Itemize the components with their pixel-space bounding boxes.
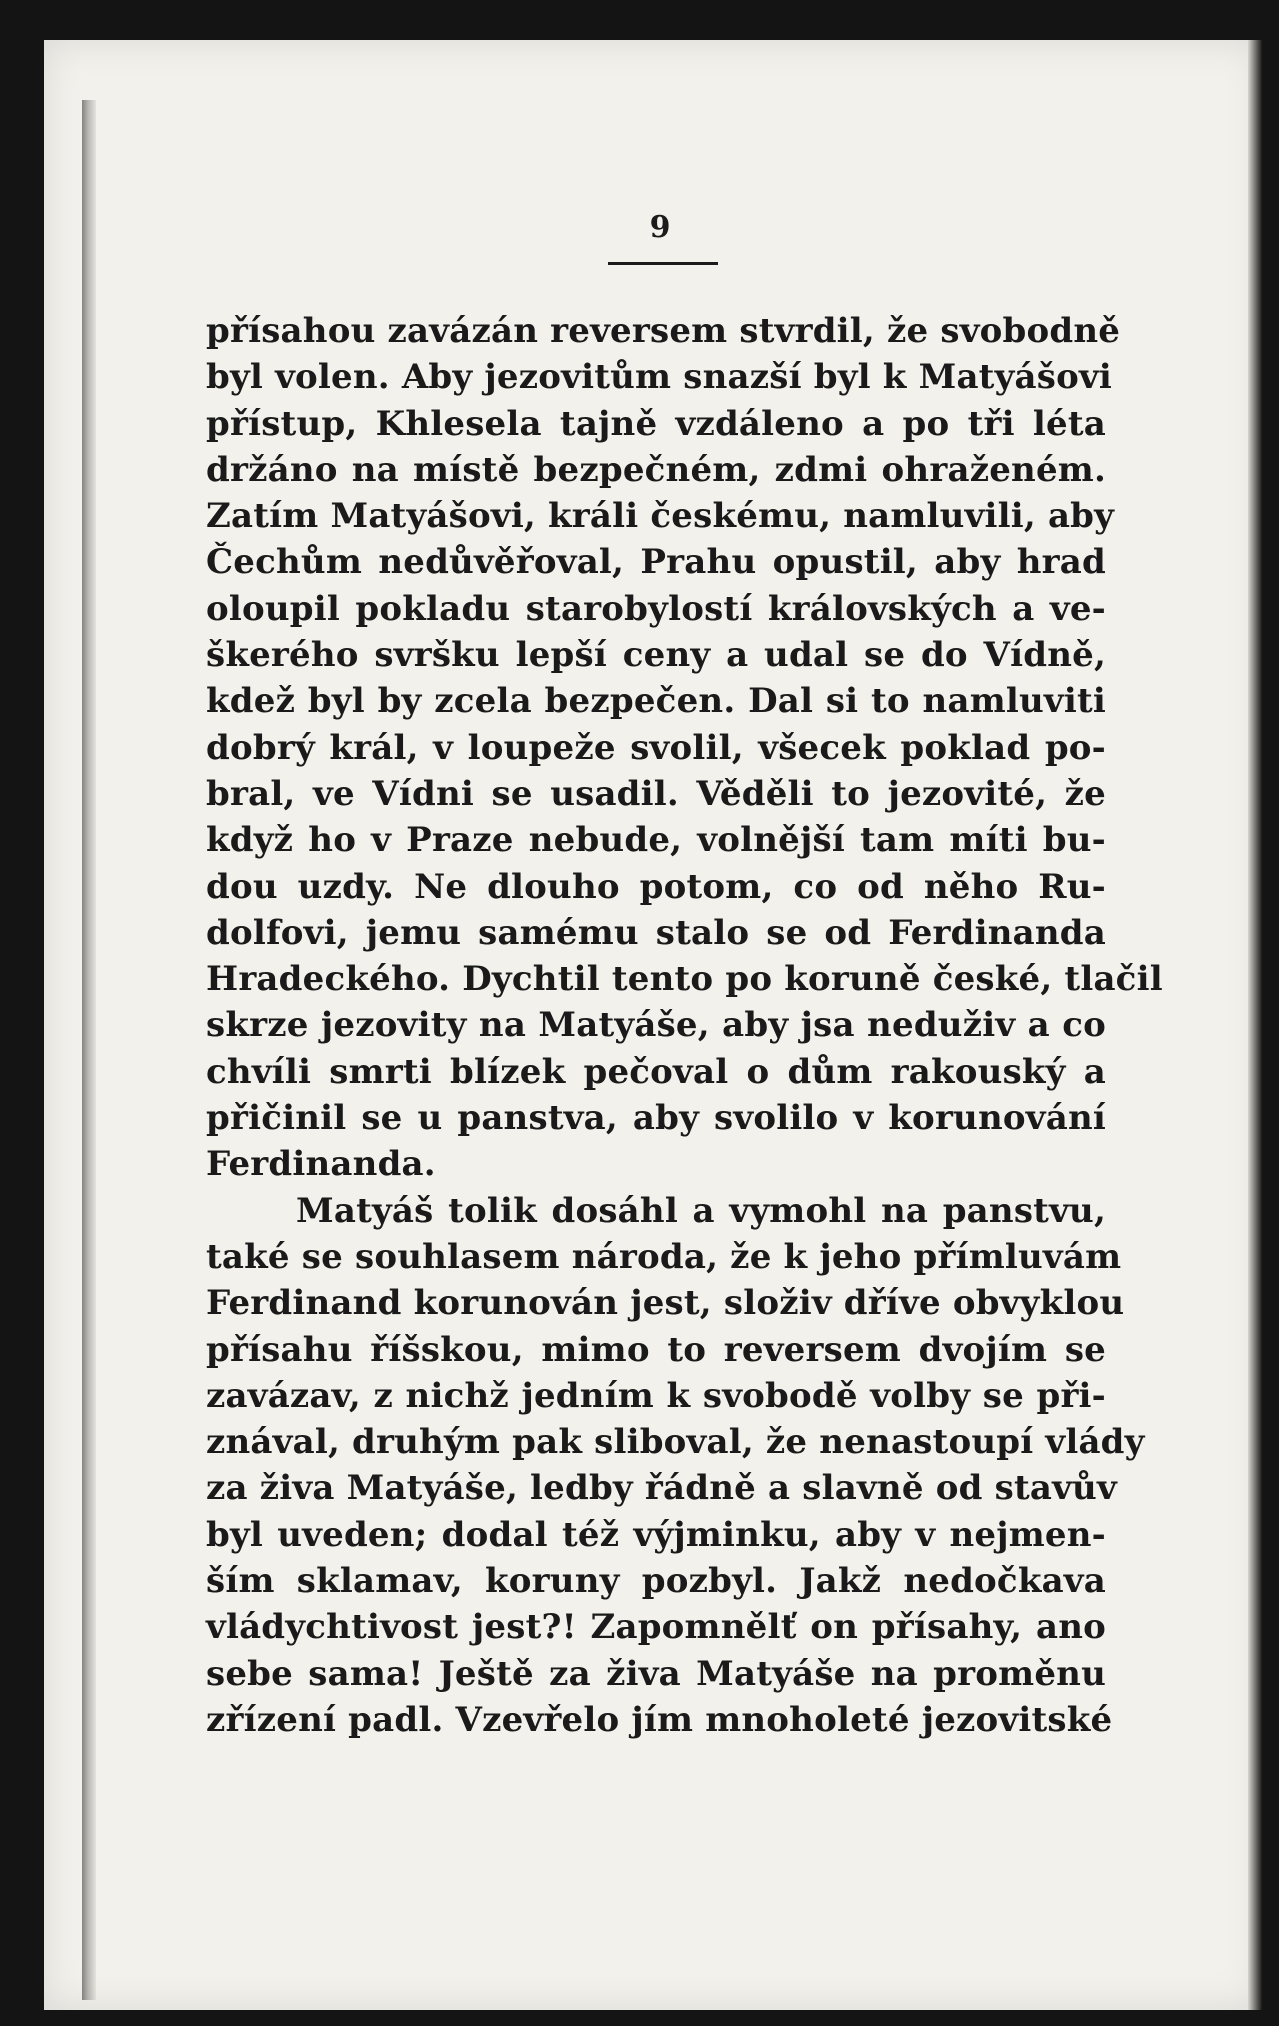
text-line: Matyáš tolik dosáhl a vymohl na panstvu, xyxy=(296,1190,1106,1231)
text-line: byl uveden; dodal též výjminku, aby v nejmen- xyxy=(206,1514,1106,1555)
text-line: byl volen. Aby jezovitům snazší byl k Matyášovi xyxy=(206,357,1113,398)
text-line: přístup, Khlesela tajně vzdáleno a po tři léta xyxy=(206,403,1106,444)
text-line: za živa Matyáše, ledby řádně a slavně od stavův xyxy=(206,1468,1117,1509)
text-line: Ferdinanda. xyxy=(206,1144,436,1185)
text-line: zřízení padl. Vzevřelo jím mnoholeté jezovitské xyxy=(206,1699,1113,1740)
text-line: dobrý král, v loupeže svolil, všecek poklad po- xyxy=(206,727,1106,768)
page-number: 9 xyxy=(649,210,671,245)
paragraph xyxy=(206,1188,1145,1744)
text-line: vládychtivost jest?! Zapomnělť on přísahy, ano xyxy=(206,1607,1106,1648)
text-line: ším sklamav, koruny pozbyl. Jakž nedočkava xyxy=(206,1561,1106,1602)
text-line: skrze jezovity na Matyáše, aby jsa neduživ a co xyxy=(206,1005,1106,1046)
text-line: držáno na místě bezpečném, zdmi ohraženém. xyxy=(206,449,1106,490)
page-number-rule xyxy=(608,262,718,265)
text-line: přísahou zavázán reversem stvrdil, že svobodně xyxy=(206,311,1121,351)
page-edge xyxy=(1248,40,1262,2010)
text-line: Hradeckého. Dychtil tento po koruně české, tlačil xyxy=(206,959,1163,1000)
text-line: přísahu říšskou, mimo to reversem dvojím se xyxy=(206,1329,1106,1370)
text-line: dolfovi, jemu samému stalo se od Ferdinanda xyxy=(206,912,1106,953)
text-line: chvíli smrti blízek pečoval o dům rakouský a xyxy=(206,1051,1106,1092)
page-binding-shadow xyxy=(82,100,96,2000)
text-line: oloupil pokladu starobylostí královských a ve- xyxy=(206,588,1106,629)
text-line: Zatím Matyášovi, králi českému, namluvili, aby xyxy=(206,496,1115,537)
text-line: když ho v Praze nebude, volnější tam míti bu- xyxy=(206,820,1106,861)
text-line: škerého svršku lepší ceny a udal se do Vídně, xyxy=(206,635,1106,676)
text-line: kdež byl by zcela bezpečen. Dal si to namluviti xyxy=(206,681,1106,722)
text-line: sebe sama! Ještě za živa Matyáše na proměnu xyxy=(206,1653,1106,1694)
text-line: také se souhlasem národa, že k jeho přímluvám xyxy=(206,1236,1122,1277)
text-line: přičinil se u panstva, aby svolilo v korunování xyxy=(206,1098,1106,1139)
text-line: Čechům nedůvěřoval, Prahu opustil, aby hrad xyxy=(206,542,1106,583)
text-line: Ferdinand korunován jest, složiv dříve obvyklou xyxy=(206,1283,1125,1324)
text-line: dou uzdy. Ne dlouho potom, co od něho Ru- xyxy=(206,866,1106,907)
text-line: bral, ve Vídni se usadil. Věděli to jezovité, že xyxy=(206,773,1106,814)
body-text xyxy=(206,308,1163,1743)
text-line: znával, druhým pak sliboval, že nenastoupí vlády xyxy=(206,1422,1145,1463)
paragraph xyxy=(206,308,1163,1188)
text-line: zavázav, z nichž jedním k svobodě volby se při- xyxy=(206,1375,1106,1416)
